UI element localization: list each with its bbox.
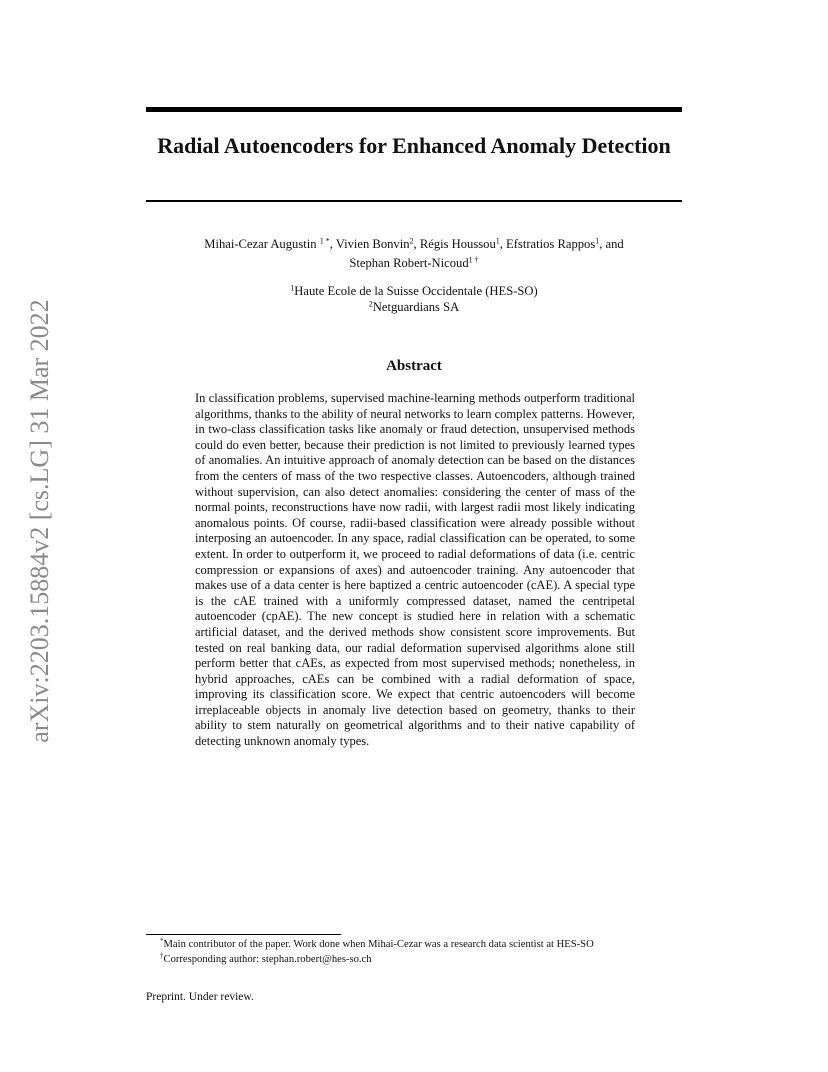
- preprint-notice: Preprint. Under review.: [146, 991, 254, 1003]
- author-affiliation-mark: 1 †: [468, 255, 479, 265]
- abstract-heading: Abstract: [386, 358, 442, 374]
- footnote-list: [160, 937, 680, 967]
- footnote-rule: [146, 934, 341, 935]
- author-name: Mihai-Cezar Augustin: [204, 237, 317, 251]
- affiliation-list: [146, 283, 682, 315]
- author-name: Vivien Bonvin: [335, 237, 410, 251]
- author-affiliation-mark: 2: [409, 236, 414, 246]
- title-bottom-rule: [146, 200, 682, 202]
- title-top-rule: [146, 107, 682, 112]
- affiliation-name: Haute Ecole de la Suisse Occidentale (HES-SO): [294, 284, 538, 298]
- author-name: Stephan Robert-Nicoud: [349, 256, 469, 270]
- paper-title: Radial Autoencoders for Enhanced Anomaly Detection: [157, 133, 671, 158]
- affiliation-mark: 1: [290, 283, 295, 293]
- affiliation-mark: 2: [368, 299, 373, 309]
- footnote-text: Main contributor of the paper. Work done when Mihai-Cezar was a research data scientist at HES-SO: [163, 939, 594, 950]
- affiliation: [146, 283, 682, 299]
- author-affiliation-mark: 1: [495, 236, 500, 246]
- footnote-mark: †: [160, 952, 164, 961]
- author-affiliation-mark: 1: [595, 236, 600, 246]
- footnote-text: Corresponding author: stephan.robert@hes-so.ch: [163, 954, 372, 965]
- affiliation-name: Netguardians SA: [372, 300, 460, 314]
- author-list: Mihai-Cezar Augustin $^{1 *}$, Vivien Bonvin$^2$, Régis Houssou$^1$, Efstratios Rappos$^1$, and Stephan Robert-Nicoud$^{1 \dagger}$: [204, 236, 624, 270]
- arxiv-identifier-stamp: arXiv:2203.15884v2 [cs.LG] 31 Mar 2022: [25, 299, 54, 743]
- abstract-body: In classification problems, supervised machine-learning methods outperform traditional algorithms, thanks to the ability of neural networks to learn complex patterns. However, in two-class classification tasks like anomaly or fraud detection, unsupervised methods could do even better, because their prediction is not limited to previously learned types of anomalies. An intuitive approach of anomaly detection can be based on the distances from the centers of mass of the two respective classes. Autoencoders, although trained without supervision, can also detect anomalies: considering the center of mass of the normal points, reconstructions have now radii, with largest radii most likely indicating anomalous points. Of course, radii-based classification were already possible without interposing an autoencoder. In any space, radial classification can be operated, to some extent. In order to outperform it, we proceed to radial deformations of data (i.e. centric compression or expansions of axes) and autoencoder training. Any autoencoder that makes use of a data center is here baptized a centric autoencoder (cAE). A special type is the cAE trained with a uniformly compressed dataset, named the centripetal autoencoder (cpAE). The new concept is studied here in relation with a schematic artificial dataset, and the derived methods show consistent score improvements. But tested on real banking data, our radial deformation supervised algorithms alone still perform better that cAEs, as expected from most supervised methods; nonetheless, in hybrid approaches, cAEs can be combined with a radial deformation of space, improving its classification score. We expect that centric autoencoders will become irreplaceable objects in anomaly live detection based on geometry, thanks to their ability to stem naturally on geometrical algorithms and to their native capability of detecting unknown anomaly types.: [195, 391, 636, 749]
- footnote: [160, 937, 680, 952]
- affiliation: [146, 299, 682, 315]
- author-name: Régis Houssou: [419, 237, 496, 251]
- footnote-mark: *: [160, 937, 164, 946]
- author-name: Efstratios Rappos: [506, 237, 596, 251]
- author-affiliation-mark: 1 *: [319, 236, 330, 246]
- footnote: [160, 952, 680, 967]
